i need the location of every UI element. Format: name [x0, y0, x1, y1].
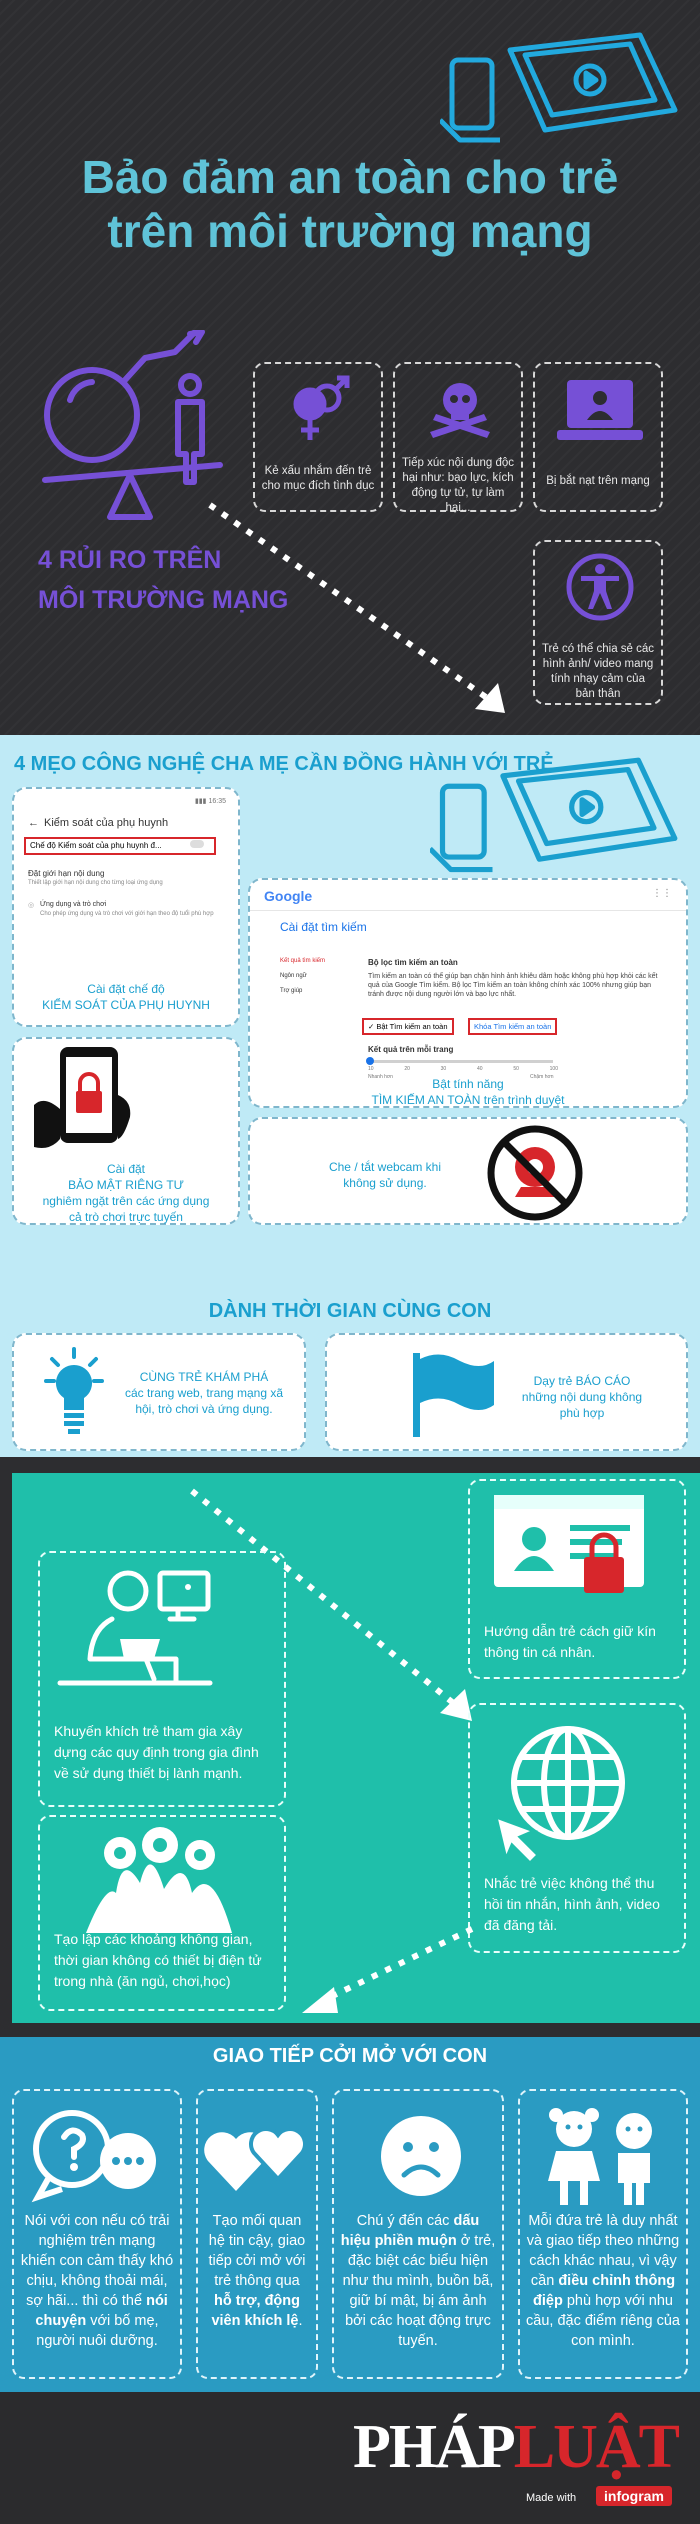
- risk-card-sexual: [253, 362, 383, 512]
- phone-status: ▮▮▮ 16:35: [194, 798, 226, 805]
- explore-line3: hội, trò chơi và ứng dụng.: [135, 1402, 273, 1416]
- safe-search-lock-button[interactable]: Khóa Tìm kiếm an toàn: [468, 1018, 557, 1035]
- rule-card-no-recall: [468, 1703, 686, 1953]
- tick-label: 100: [549, 1066, 558, 1072]
- privacy-caption-line3: nghiêm ngặt trên các ứng dụng: [42, 1194, 210, 1208]
- talk-caption: [20, 2211, 174, 2351]
- logo-part-red: LUẬT: [513, 2413, 678, 2481]
- talk-caption-part: phù hợp với nhu cầu, đặc điểm riêng của con mình.: [526, 2293, 680, 2349]
- phone-back-icon[interactable]: ←: [28, 817, 39, 829]
- rule-card-device-free: [38, 1815, 286, 2011]
- talk-caption-part: .: [298, 2313, 303, 2329]
- explore-card: [12, 1333, 306, 1451]
- globe-cursor-icon: [490, 1717, 640, 1867]
- time-heading: DÀNH THỜI GIAN CÙNG CON: [208, 1300, 492, 1322]
- speech-bubbles-icon: [28, 2105, 168, 2205]
- devices-icon: [430, 755, 680, 880]
- talk-card-signs: [332, 2089, 504, 2379]
- report-line2: những nội dung không: [521, 1390, 643, 1404]
- logo-part: PHÁP: [352, 2413, 514, 2481]
- talk-caption-bold: nói chuyện: [35, 2293, 168, 2329]
- slider-ticks: [368, 1066, 558, 1072]
- lightbulb-icon: [44, 1347, 104, 1437]
- children-icon: [534, 2103, 674, 2208]
- flag-icon: [407, 1349, 497, 1439]
- main-title-line1: Bảo đảm an toàn cho trẻ: [81, 151, 619, 203]
- communication-section: [0, 2037, 700, 2392]
- report-card: [325, 1333, 688, 1451]
- apps-games-sub: Cho phép ứng dụng và trò chơi với giới hạn theo độ tuổi phù hợp: [40, 911, 214, 917]
- risk-caption: Trẻ có thể chia sẻ các hình ảnh/ video mang tính nhạy cảm của bản thân: [541, 643, 655, 700]
- flowers-icon: [80, 1823, 240, 1933]
- phapluat-logo[interactable]: [353, 2412, 678, 2483]
- cyberbully-laptop-icon: [555, 376, 645, 451]
- results-slider-thumb[interactable]: [366, 1057, 374, 1065]
- rule-caption: Hướng dẫn trẻ cách giữ kín thông tin cá nhân.: [484, 1623, 656, 1660]
- talk-card-speak: [12, 2089, 182, 2379]
- main-title-line2: trên môi trường mạng: [107, 205, 593, 257]
- talk-caption-bold: điều chỉnh thông điệp: [533, 2273, 676, 2309]
- talk-caption-part: Chú ý đến các: [356, 2213, 454, 2229]
- hearts-icon: [204, 2113, 314, 2203]
- tech-tips-section: [0, 735, 700, 1457]
- made-with-label: Made with: [526, 2492, 577, 2504]
- risk-card-harmful: [393, 362, 523, 512]
- apps-grid-icon[interactable]: ⋮⋮: [652, 888, 672, 899]
- rule-caption: Nhắc trẻ việc không thể thu hồi tin nhắn, hình ảnh, video đã đăng tải.: [484, 1875, 660, 1933]
- infogram-link[interactable]: infogram: [596, 2486, 672, 2506]
- side-help-link[interactable]: Trợ giúp: [280, 988, 303, 994]
- talk-caption: [526, 2211, 680, 2351]
- talk-card-trust: [196, 2089, 318, 2379]
- phone-lock-icon: [32, 1045, 142, 1155]
- rules-panel: [12, 1473, 700, 2023]
- filter-title: Bộ lọc tìm kiếm an toàn: [368, 958, 458, 967]
- footer: [0, 2392, 700, 2524]
- rule-card-privacy: [468, 1479, 686, 1679]
- tech-heading: 4 MẸO CÔNG NGHỆ CHA MẸ CẦN ĐỒNG HÀNH VỚI TRẺ: [14, 753, 554, 775]
- parental-toggle-row[interactable]: [24, 837, 216, 855]
- talk-caption-part: với bố mẹ, người nuôi dưỡng.: [36, 2313, 159, 2349]
- talk-caption-part: ở trẻ, đặc biệt các biểu hiện như thu mình, buồn bã, giữ bí mật, bị ám ảnh bởi các hoạt động trực tuyến.: [342, 2233, 496, 2349]
- parental-toggle-switch[interactable]: [190, 840, 204, 848]
- slider-right-label: Chậm hơn: [530, 1074, 554, 1080]
- safe-search-on-button[interactable]: ✓ Bật Tìm kiếm an toàn: [362, 1018, 454, 1035]
- profile-lock-icon: [484, 1491, 674, 1601]
- devices-icon: [440, 30, 680, 150]
- explore-line2: các trang web, trang mạng xã: [124, 1386, 284, 1400]
- rule-caption: Khuyến khích trẻ tham gia xây dựng các quy định trong gia đình về sử dụng thiết bị lành mạnh.: [54, 1723, 259, 1781]
- risk-caption: Tiếp xúc nội dung độc hại như: bạo lực, kích động tự tử, tự làm hại...: [401, 457, 515, 514]
- report-line1: Dạy trẻ BÁO CÁO: [533, 1374, 631, 1388]
- settings-title: Cài đặt tìm kiếm: [280, 920, 367, 934]
- skull-icon: [425, 374, 495, 444]
- risk-caption: Bị bắt nạt trên mạng: [546, 475, 650, 487]
- talk-heading: GIAO TIẾP CỞI MỞ VỚI CON: [212, 2045, 488, 2067]
- tick-label: 50: [513, 1066, 519, 1072]
- parental-caption-line2: KIỂM SOÁT CỦA PHỤ HUYNH: [42, 998, 210, 1012]
- privacy-caption-line1: Cài đặt: [106, 1162, 146, 1176]
- privacy-caption-line4: cả trò chơi trực tuyến: [69, 1210, 183, 1224]
- tick-label: 30: [440, 1066, 447, 1072]
- person-exposed-icon: [565, 552, 635, 622]
- rules-section: [0, 1457, 700, 2037]
- talk-caption-part: Nói với con nếu có trải nghiệm trên mạng khiến con cảm thấy khó chịu, không thoải mái, sợ hãi... thì có thể: [20, 2213, 174, 2309]
- explore-line1: CÙNG TRẺ KHÁM PHÁ: [139, 1370, 269, 1384]
- content-limit-sub: Thiết lập giới hạn nội dung cho từng loại ứng dụng: [28, 880, 163, 886]
- report-line3: phù hợp: [559, 1406, 605, 1420]
- person-computer-icon: [50, 1563, 220, 1703]
- rule-caption: Tạo lập các khoảng không gian, thời gian không có thiết bị điện tử trong nhà (ăn ngủ, chơi,học): [54, 1931, 262, 1989]
- tick-label: 20: [404, 1066, 410, 1072]
- parental-toggle-label: Chế độ Kiểm soát của phụ huynh đ...: [30, 841, 162, 850]
- talk-caption: [340, 2211, 496, 2351]
- talk-card-unique: [518, 2089, 688, 2379]
- talk-caption-part: Tạo mối quan hệ tin cậy, giao tiếp cởi mở với trẻ thông qua: [208, 2213, 306, 2289]
- webcam-card: [248, 1117, 688, 1225]
- privacy-caption-line2: BẢO MẬT RIÊNG TƯ: [68, 1178, 184, 1192]
- safe-search-card: [248, 878, 688, 1108]
- apps-icon: ◎: [28, 902, 35, 909]
- side-results-link[interactable]: Kết quả tìm kiếm: [280, 958, 326, 964]
- talk-caption: [204, 2211, 310, 2331]
- dotted-arrow-icon: [292, 1921, 482, 2021]
- side-language-link[interactable]: Ngôn ngữ: [280, 973, 307, 979]
- tick-label: 10: [368, 1066, 374, 1072]
- risk-card-bullying: [533, 362, 663, 512]
- safe-search-caption-line1: Bật tính năng: [432, 1077, 504, 1091]
- webcam-caption-line1: Che / tắt webcam khi: [328, 1160, 442, 1174]
- results-slider[interactable]: [368, 1060, 553, 1063]
- risks-section: [0, 0, 700, 735]
- slider-left-label: Nhanh hơn: [368, 1074, 393, 1080]
- risk-card-sharing: [533, 540, 663, 705]
- google-logo: Google: [264, 888, 313, 904]
- talk-caption-part: Mỗi đứa trẻ là duy nhất và giao tiếp theo những cách khác nhau, vì vậy cần: [526, 2213, 680, 2289]
- privacy-card: [12, 1037, 240, 1225]
- talk-caption-bold: dấu hiệu phiền muộn: [340, 2213, 480, 2249]
- risks-heading-line2: MÔI TRƯỜNG MẠNG: [38, 586, 289, 614]
- filter-desc: Tìm kiếm an toàn có thể giúp bạn chặn hình ảnh khiêu dâm hoặc không phù hợp khỏi các kết quả của Google Tìm kiếm. Bộ lọc Tìm kiếm an toàn không chính xác 100% nhưng giúp bạn tránh được nội dung người lớn và bạo lực nhất.: [368, 973, 658, 998]
- safe-search-caption-line2: TÌM KIẾM AN TOÀN trên trình duyệt: [371, 1093, 565, 1107]
- parental-control-card: [12, 787, 240, 1027]
- talk-caption-bold: hỗ trợ, động viên khích lệ: [211, 2293, 300, 2329]
- apps-games-row[interactable]: Ứng dụng và trò chơi: [40, 901, 107, 908]
- risks-heading-line1: 4 RỦI RO TRÊN: [38, 546, 222, 574]
- phone-screen-title: Kiểm soát của phụ huynh: [44, 817, 169, 829]
- parental-caption-line1: Cài đặt chế độ: [87, 982, 165, 996]
- rule-card-family: [38, 1551, 286, 1807]
- communication-panel: [0, 2037, 700, 2392]
- sad-face-icon: [376, 2111, 466, 2201]
- webcam-caption-line2: không sử dụng.: [343, 1176, 427, 1190]
- gender-icon: [285, 374, 355, 449]
- dotted-arrow-icon: [200, 495, 520, 725]
- risk-caption: Kẻ xấu nhắm đến trẻ cho mục đích tình dục: [261, 465, 375, 492]
- no-webcam-icon: [485, 1123, 585, 1223]
- content-limit-row[interactable]: Đặt giới hạn nội dung: [28, 869, 105, 878]
- tick-label: 40: [476, 1066, 483, 1072]
- results-per-page-title: Kết quả trên mỗi trang: [368, 1045, 454, 1054]
